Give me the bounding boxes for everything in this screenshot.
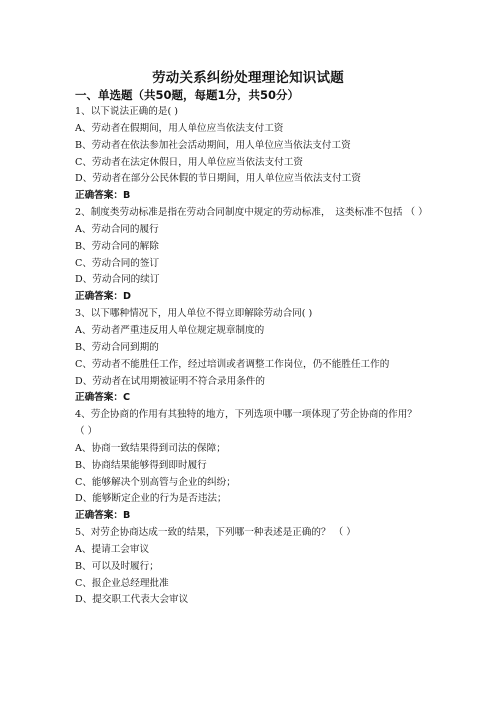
option: A、劳动者在假期间，用人单位应当依法支付工资 — [75, 122, 284, 134]
question-text: 5、对劳企协商达成一致的结果，下列哪一种表述是正确的？ （ ） — [75, 527, 356, 539]
option: B、劳动者在依法参加社会活动期间，用人单位应当依法支付工资 — [75, 139, 351, 151]
option: A、劳动者严重违反用人单位规定规章制度的 — [75, 324, 265, 336]
option: B、协商结果能够得到即时履行 — [75, 459, 207, 471]
option: B、劳动合同的解除 — [75, 240, 159, 252]
option: D、劳动者在部分公民休假的节日期间，用人单位应当依法支付工资 — [75, 173, 361, 185]
answer-label: 正确答案：B — [75, 510, 131, 522]
page-title: 劳动关系纠纷处理理论知识试题 — [152, 70, 344, 86]
answer-label: 正确答案：C — [75, 392, 131, 404]
option: A、协商一致结果得到司法的保障； — [75, 442, 226, 454]
question-list — [75, 104, 427, 609]
section-heading: 一、单选题（共50题，每题1分，共50分） — [75, 88, 300, 102]
option: C、劳动者在法定休假日，用人单位应当依法支付工资 — [75, 156, 303, 168]
option: B、可以及时履行； — [75, 560, 159, 572]
option: A、劳动合同的履行 — [75, 223, 159, 235]
option: D、劳动合同的续订 — [75, 274, 160, 286]
question-text: 2、制度类劳动标准是指在劳动合同制度中规定的劳动标准， 这类标准不包括 （ ） — [75, 207, 428, 219]
question-text: 4、劳企协商的作用有其独特的地方，下列选项中哪一项体现了劳企协商的作用？ （ ） — [75, 409, 417, 438]
question-text: 3、以下哪种情况下，用人单位不得立即解除劳动合同( ) — [75, 308, 313, 320]
option: B、劳动合同到期的 — [75, 341, 159, 353]
option: D、劳动者在试用期被证明不符合录用条件的 — [75, 375, 265, 387]
answer-label: 正确答案：D — [75, 291, 131, 303]
option: A、提请工会审议 — [75, 543, 150, 555]
answer-label: 正确答案：B — [75, 190, 131, 202]
option: C、劳动者不能胜任工作，经过培训或者调整工作岗位，仍不能胜任工作的 — [75, 358, 390, 370]
option: C、劳动合同的签订 — [75, 257, 160, 269]
option: C、能够解决个别高管与企业的纠纷； — [75, 476, 236, 488]
option: C、报企业总经理批准 — [75, 577, 169, 589]
question-text: 1、以下说法正确的是( ) — [75, 106, 178, 117]
option: D、能够断定企业的行为是否违法； — [75, 493, 227, 505]
option: D、提交职工代表大会审议 — [75, 594, 189, 606]
